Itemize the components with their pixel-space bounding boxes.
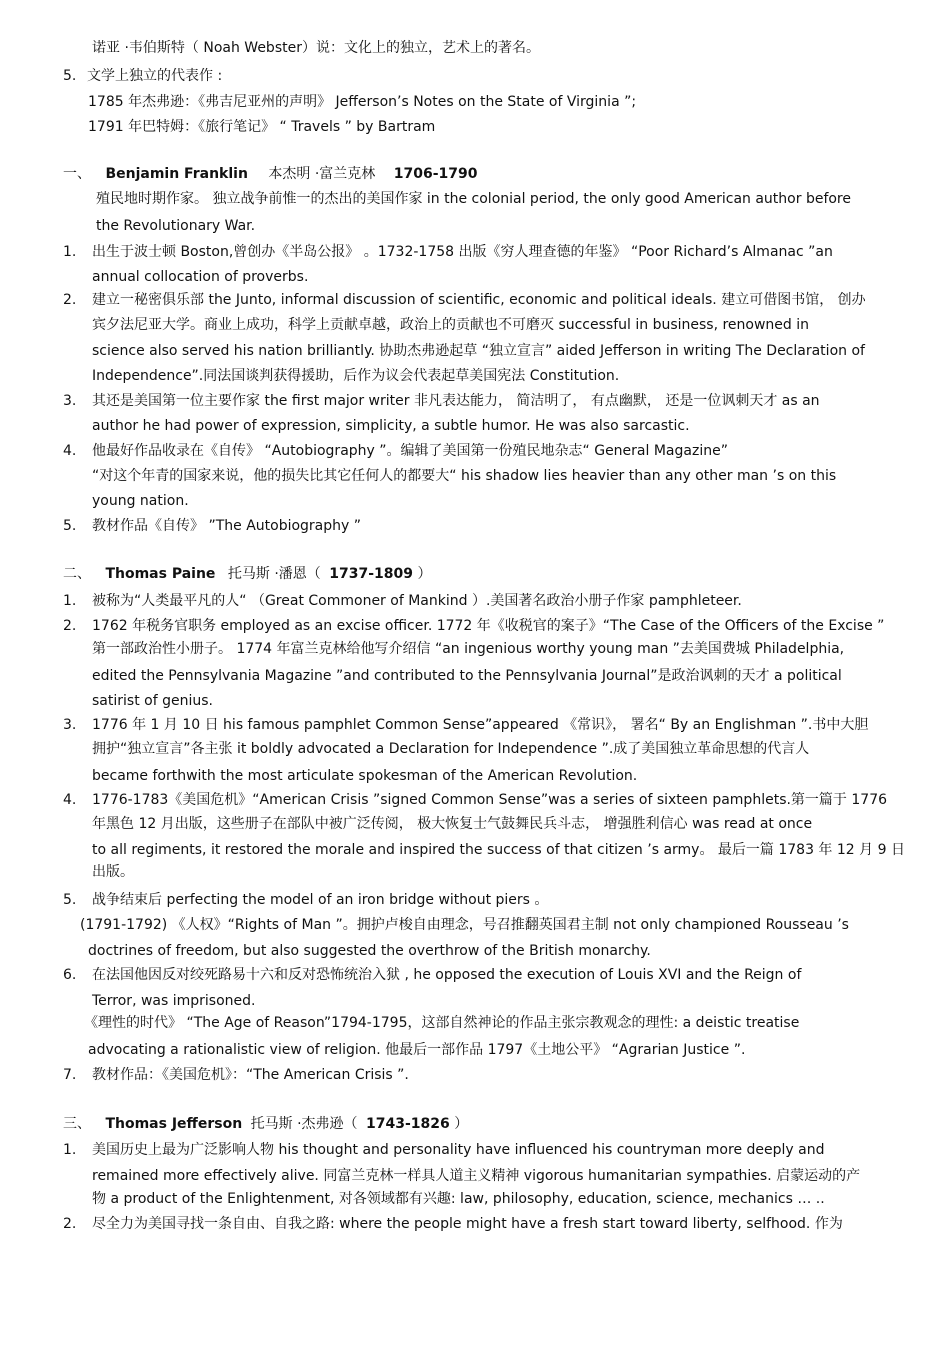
item-text: 1776-1783《美国危机》“American Crisis ”signed Common Sense”was a series of sixteen pamphlets.第一篇于 1776	[92, 792, 888, 808]
item-text: 拥护“独立宣言”各主张 it boldly advocated a Declaration for Independence ”.成了美国独立革命思想的代言人	[92, 741, 810, 757]
item-text: “对这个年青的国家来说，他的损失比其它任何人的都要大“ his shadow lies heavier than any other man ’s on this	[92, 468, 837, 484]
item-text: 文学上独立的代表作 :	[87, 68, 223, 84]
item-text: 1785 年杰弗逊：《弗吉尼亚州的声明》 Jefferson’s Notes on the State of Virginia ”;	[88, 94, 637, 110]
heading-english: Thomas Jefferson	[105, 1116, 243, 1132]
item-text: advocating a rationalistic view of religion. 他最后一部作品 1797《土地公平》 “Agrarian Justice ”.	[88, 1042, 746, 1058]
item-number: 3.	[63, 393, 77, 409]
item-number: 5.	[63, 518, 77, 534]
section-intro: 殖民地时期作家。 独立战争前惟一的杰出的美国作家 in the colonial period, the only good American author before	[96, 191, 851, 207]
item-number: 6.	[63, 967, 77, 983]
item-number: 4.	[63, 443, 77, 459]
item-text: became forthwith the most articulate spokesman of the American Revolution.	[92, 768, 638, 784]
item-number: 2.	[63, 618, 77, 634]
item-text: 1791 年巴特姆：《旅行笔记》 “ Travels ” by Bartram	[88, 119, 436, 135]
item-text: to all regiments, it restored the morale and inspired the success of that citizen ’s army。 最后一篇 1783 年 12 月 9 日	[92, 842, 905, 858]
heading-close: ）	[417, 566, 432, 582]
item-text: 出版。	[92, 864, 134, 880]
item-number: 3.	[63, 717, 77, 733]
heading-number: 三、	[63, 1116, 91, 1132]
item-text: 第一部政治性小册子。 1774 年富兰克林给他写介绍信 “an ingenious worthy young man ”去美国费城 Philadelphia,	[92, 641, 845, 657]
item-text: 在法国他因反对绞死路易十六和反对恐怖统治入狱 , he opposed the execution of Louis XVI and the Reign of	[92, 967, 802, 983]
item-text: Terror, was imprisoned.	[92, 993, 256, 1009]
heading-number: 二、	[63, 566, 91, 582]
heading-chinese: 托马斯 ·杰弗逊（	[250, 1116, 358, 1132]
item-number: 1.	[63, 593, 77, 609]
heading-years: 1743-1826	[366, 1116, 450, 1132]
item-text: 年黑色 12 月出版，这些册子在部队中被广泛传阅， 极大恢复士气鼓舞民兵斗志， 增强胜利信心 was read at once	[92, 816, 813, 832]
webster-line: 诺亚 ·韦伯斯特（ Noah Webster）说：文化上的独立，艺术上的著名。	[92, 40, 540, 56]
item-text: 出生于波士顿 Boston,曾创办《半岛公报》 。1732-1758 出版《穷人理查德的年鉴》 “Poor Richard’s Almanac ”an	[92, 244, 833, 260]
item-text: Independence”.同法国谈判获得援助，后作为议会代表起草美国宪法 Constitution.	[92, 368, 620, 384]
section-intro: the Revolutionary War.	[96, 218, 256, 234]
item-text: (1791-1792) 《人权》“Rights of Man ”。拥护卢梭自由理念，号召推翻英国君主制 not only championed Rousseau ’s	[80, 917, 849, 933]
heading-close: ）	[454, 1116, 469, 1132]
section-heading	[63, 564, 431, 584]
item-text: doctrines of freedom, but also suggested the overthrow of the British monarchy.	[88, 943, 651, 959]
item-text: 宾夕法尼亚大学。商业上成功，科学上贡献卓越，政治上的贡献也不可磨灭 successful in business, renowned in	[92, 317, 810, 333]
item-text: 教材作品《自传》 ”The Autobiography ”	[92, 518, 362, 534]
item-text: 尽全力为美国寻找一条自由、自我之路: where the people might have a fresh start toward liberty, selfhood. 作为	[92, 1216, 843, 1232]
item-text: edited the Pennsylvania Magazine ”and contributed to the Pennsylvania Journal”是政治讽刺的天才 a political	[92, 668, 842, 684]
item-text: author he had power of expression, simplicity, a subtle humor. He was also sarcastic.	[92, 418, 690, 434]
item-text: science also served his nation brilliantly. 协助杰弗逊起草 “独立宣言” aided Jefferson in writing The Declaration of	[92, 343, 865, 359]
item-number: 4.	[63, 792, 77, 808]
item-number: 2.	[63, 292, 77, 308]
heading-chinese: 托马斯 ·潘恩（	[227, 566, 321, 582]
item-text: 美国历史上最为广泛影响人物 his thought and personality have influenced his countryman more deeply and	[92, 1142, 825, 1158]
item-text: 被称为“人类最平凡的人“ （Great Commoner of Mankind ）.美国著名政治小册子作家 pamphleteer.	[92, 593, 742, 609]
item-number: 7.	[63, 1067, 77, 1083]
heading-chinese: 本杰明 ·富兰克林	[268, 166, 376, 182]
item-text: 战争结束后 perfecting the model of an iron bridge without piers 。	[92, 892, 549, 908]
item-text: young nation.	[92, 493, 189, 509]
heading-english: Benjamin Franklin	[105, 166, 248, 182]
section-heading	[63, 164, 477, 184]
item-number: 5.	[63, 68, 77, 84]
heading-years: 1737-1809	[329, 566, 413, 582]
item-text: 建立一秘密俱乐部 the Junto, informal discussion of scientific, economic and political ideals. 建立可借图书馆， 创办	[92, 292, 866, 308]
item-text: 1776 年 1 月 10 日 his famous pamphlet Common Sense”appeared 《常识》， 署名“ By an Englishman ”.书中大胆	[92, 717, 869, 733]
item-number: 1.	[63, 244, 77, 260]
item-text: 1762 年税务官职务 employed as an excise officer. 1772 年《收税官的案子》“The Case of the Officers of the Excise ”	[92, 618, 885, 634]
heading-number: 一、	[63, 166, 91, 182]
item-text: 他最好作品收录在《自传》 “Autobiography ”。编辑了美国第一份殖民地杂志“ General Magazine”	[92, 443, 728, 459]
item-text: 其还是美国第一位主要作家 the first major writer 非凡表达能力， 简洁明了， 有点幽默， 还是一位讽刺天才 as an	[92, 393, 820, 409]
heading-years: 1706-1790	[393, 166, 478, 182]
item-text: annual collocation of proverbs.	[92, 269, 309, 285]
item-number: 1.	[63, 1142, 77, 1158]
item-text: satirist of genius.	[92, 693, 213, 709]
item-text: 教材作品：《美国危机》：“The American Crisis ”.	[92, 1067, 409, 1083]
item-text: 物 a product of the Enlightenment, 对各领域都有兴趣: law, philosophy, education, science, mechanics … ..	[92, 1191, 825, 1207]
section-heading	[63, 1114, 468, 1134]
item-text: 《理性的时代》 “The Age of Reason”1794-1795，这部自然神论的作品主张宗教观念的理性: a deistic treatise	[84, 1015, 800, 1031]
item-number: 2.	[63, 1216, 77, 1232]
item-text: remained more effectively alive. 同富兰克林一样具人道主义精神 vigorous humanitarian sympathies. 启蒙运动的产	[92, 1168, 861, 1184]
heading-english: Thomas Paine	[105, 566, 216, 582]
item-number: 5.	[63, 892, 77, 908]
